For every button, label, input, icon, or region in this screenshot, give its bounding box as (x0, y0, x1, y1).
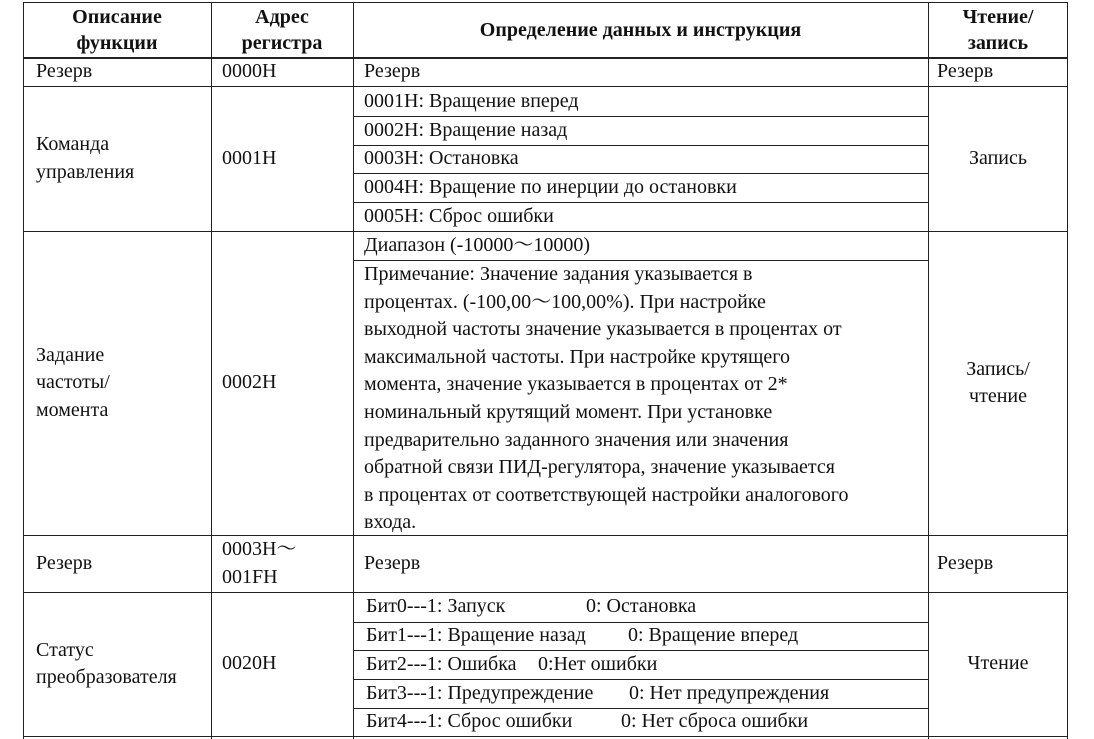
rw-text: Запись/ (966, 357, 1030, 380)
rw-cell (928, 535, 1068, 592)
def-text: Резерв (364, 60, 421, 83)
func-cell (23, 231, 211, 535)
addr-text: 001FH (222, 565, 278, 588)
addr-cell (211, 86, 353, 231)
addr-text: 0001H (222, 146, 277, 169)
func-cell (23, 58, 211, 86)
header-text: регистра (241, 31, 323, 54)
def-cell (353, 58, 928, 86)
bit-off-text: 0:Нет ошибки (538, 652, 658, 675)
rw-cell (928, 86, 1068, 231)
bit-off-text: 0: Вращение вперед (628, 624, 799, 647)
addr-text: 0020H (222, 652, 277, 675)
func-text: Задание (36, 343, 105, 366)
rw-text: Резерв (937, 60, 994, 83)
bit-cell (353, 650, 928, 679)
func-text: Резерв (36, 551, 93, 574)
note-line: момента, значение указывается в процентах от 2* (364, 373, 788, 396)
addr-cell (211, 592, 353, 736)
note-line: максимальной частоты. При настройке крутящего (364, 345, 790, 368)
bit-cell (353, 592, 928, 622)
bit-on-text: Бит1---1: Вращение назад (366, 624, 586, 647)
def-text: 0003H: Остановка (364, 147, 519, 170)
header-rw (928, 2, 1068, 57)
bit-off-text: 0: Остановка (586, 595, 697, 618)
func-text: преобразователя (36, 666, 177, 688)
def-text: 0002H: Вращение назад (364, 118, 568, 141)
bit-cell (353, 708, 928, 736)
header-text: Чтение/ (962, 5, 1034, 28)
func-text: Команда (36, 133, 110, 155)
rw-cell (928, 231, 1068, 535)
bit-on-text: Бит0---1: Запуск (366, 595, 506, 618)
bit-off-text: 0: Нет предупреждения (629, 681, 830, 704)
header-text: Определение данных и инструкция (479, 18, 802, 41)
header-text: запись (967, 31, 1029, 54)
note-line: предварительно заданного значения или значения (364, 428, 789, 451)
note-line: номинальный крутящий момент. При установке (364, 400, 773, 423)
def-cell (353, 202, 928, 231)
func-text: частоты/ (36, 371, 110, 394)
note-cell (353, 261, 928, 535)
addr-text: 0002H (222, 371, 277, 394)
bit-on-text: Бит4---1: Сброс ошибки (366, 710, 573, 733)
bit-on-text: Бит2---1: Ошибка (366, 652, 517, 675)
note-line: процентах. (-100,00～100,00%). При настройке (364, 290, 766, 313)
rw-cell (928, 58, 1068, 86)
header-data-def (353, 2, 928, 57)
header-text: Описание (72, 5, 162, 28)
func-text: управления (36, 160, 135, 183)
note-line: Примечание: Значение задания указывается в (364, 263, 753, 285)
def-cell (353, 145, 928, 173)
def-text: 0005H: Сброс ошибки (364, 204, 554, 227)
func-text: момента (36, 398, 109, 421)
header-reg-addr (211, 2, 353, 57)
header-func-desc (23, 2, 211, 57)
rw-text: Запись (968, 146, 1028, 169)
note-line: входа. (364, 511, 417, 534)
range-text: Диапазон (-10000～10000) (364, 233, 591, 256)
note-line: выходной частоты значение указывается в процентах от (364, 318, 842, 341)
def-cell (353, 231, 928, 260)
addr-cell (211, 58, 353, 86)
note-line: обратной связи ПИД-регулятора, значение указывается (364, 456, 835, 479)
func-cell (23, 86, 211, 231)
bit-cell (353, 622, 928, 650)
rule (23, 736, 1068, 737)
rw-text: чтение (969, 385, 1027, 407)
def-text: 0001H: Вращение вперед (364, 89, 579, 112)
def-text: Резерв (364, 551, 421, 574)
bit-cell (353, 679, 928, 708)
def-cell (353, 116, 928, 145)
bit-off-text: 0: Нет сброса ошибки (621, 710, 809, 733)
def-text: 0004H: Вращение по инерции до остановки (364, 175, 737, 198)
func-cell (23, 535, 211, 592)
def-cell (353, 87, 928, 116)
func-text: Резерв (36, 60, 93, 83)
rw-cell (928, 592, 1068, 736)
addr-text: 0003H～ (222, 538, 297, 560)
bit-on-text: Бит3---1: Предупреждение (366, 681, 594, 704)
header-text: Адрес (255, 5, 309, 28)
func-text: Статус (36, 638, 94, 661)
def-cell (353, 173, 928, 202)
register-table (23, 2, 1068, 739)
addr-cell (211, 231, 353, 535)
header-text: функции (76, 31, 158, 54)
def-cell (353, 535, 928, 592)
addr-cell (211, 535, 353, 592)
note-line: в процентах от соответствующей настройки аналогового (364, 483, 849, 506)
func-cell (23, 592, 211, 736)
rw-text: Резерв (937, 551, 994, 574)
rw-text: Чтение (967, 652, 1029, 675)
addr-text: 0000H (222, 60, 277, 83)
